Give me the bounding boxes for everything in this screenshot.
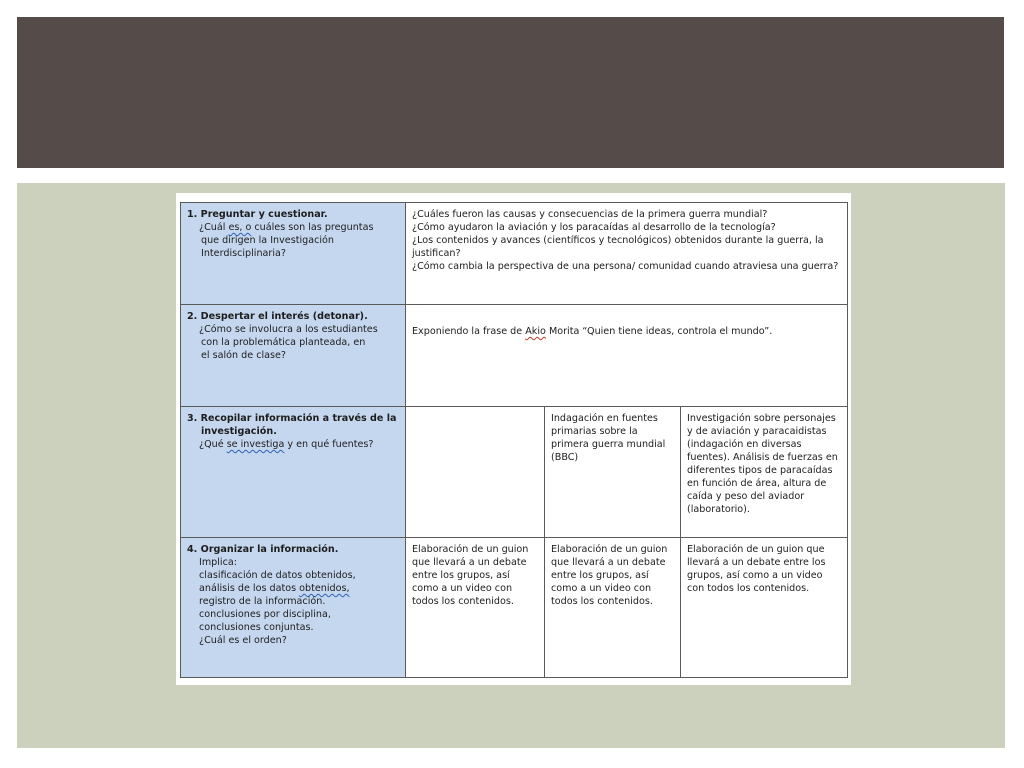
slide-title-band	[17, 17, 1004, 168]
grammar-underline: es, o	[228, 222, 252, 233]
row4-line6: conclusiones conjuntas.	[199, 622, 314, 633]
methodology-table	[180, 202, 848, 678]
spelling-underline: Akio	[525, 326, 546, 337]
row4-line3: análisis de los datos obtenidos,	[199, 583, 350, 594]
table-image	[176, 193, 851, 685]
row1-question-3: ¿Los contenidos y avances (científicos y tecnológicos) obtenidos durante la guerra, la justifican?	[412, 235, 824, 259]
row4-line5: conclusiones por disciplina,	[199, 609, 331, 620]
table-row	[181, 538, 848, 678]
row2-content-text: Exponiendo la frase de Akio Morita “Quien tiene ideas, controla el mundo”.	[412, 326, 773, 337]
row3-col3-cell: Indagación en fuentes primarias sobre la primera guerra mundial (BBC)	[545, 407, 681, 538]
row3-col2-cell	[406, 407, 545, 538]
row4-col2-cell: Elaboración de un guion que llevará a un debate entre los grupos, así como a un video con todos los contenidos.	[406, 538, 545, 678]
row4-line4: registro de la información.	[199, 596, 326, 607]
row2-content-cell	[406, 305, 848, 407]
table-row	[181, 305, 848, 407]
grammar-underline: obtenidos,	[299, 583, 350, 594]
row1-question-4: ¿Cómo cambia la perspectiva de una persona/ comunidad cuando atraviesa una guerra?	[412, 261, 839, 272]
grammar-underline: se investiga	[226, 439, 285, 450]
table-row	[181, 203, 848, 305]
row1-label-cell	[181, 203, 406, 305]
row2-label-cell	[181, 305, 406, 407]
row4-label-cell	[181, 538, 406, 678]
row4-line1: Implica:	[199, 557, 237, 568]
row2-question-line1: ¿Cómo se involucra a los estudiantes	[199, 324, 378, 335]
row3-question: ¿Qué se investiga y en qué fuentes?	[199, 439, 374, 450]
row1-question-2: ¿Cómo ayudaron la aviación y los paracaídas al desarrollo de la tecnología?	[412, 222, 776, 233]
row4-line2: clasificación de datos obtenidos,	[199, 570, 356, 581]
row4-line7: ¿Cuál es el orden?	[199, 635, 287, 646]
row1-title: 1. Preguntar y cuestionar.	[187, 209, 328, 220]
row1-content-cell	[406, 203, 848, 305]
row1-question-line1: ¿Cuál es, o cuáles son las preguntas	[199, 222, 374, 233]
row3-title-line2: investigación.	[201, 426, 277, 437]
row3-col4-cell: Investigación sobre personajes y de aviación y paracaidistas (indagación en diversas fuentes). Análisis de fuerzas en diferentes tipos de paracaídas en función de área, altura de caída y peso del aviador (laboratorio).	[681, 407, 848, 538]
row2-title: 2. Despertar el interés (detonar).	[187, 311, 368, 322]
row3-title-line1: 3. Recopilar información a través de la	[187, 413, 397, 424]
row1-question-1: ¿Cuáles fueron las causas y consecuencias de la primera guerra mundial?	[412, 209, 768, 220]
row2-question-line3: el salón de clase?	[201, 350, 287, 361]
row1-question-line3: Interdisciplinaria?	[201, 248, 287, 259]
row1-question-line2: que dirigen la Investigación	[201, 235, 334, 246]
row4-col3-cell: Elaboración de un guion que llevará a un debate entre los grupos, así como a un video con todos los contenidos.	[545, 538, 681, 678]
table-row	[181, 407, 848, 538]
row3-label-cell	[181, 407, 406, 538]
row4-title: 4. Organizar la información.	[187, 544, 339, 555]
row2-question-line2: con la problemática planteada, en	[201, 337, 366, 348]
row4-col4-cell: Elaboración de un guion que llevará a un debate entre los grupos, así como a un video con todos los contenidos.	[681, 538, 848, 678]
